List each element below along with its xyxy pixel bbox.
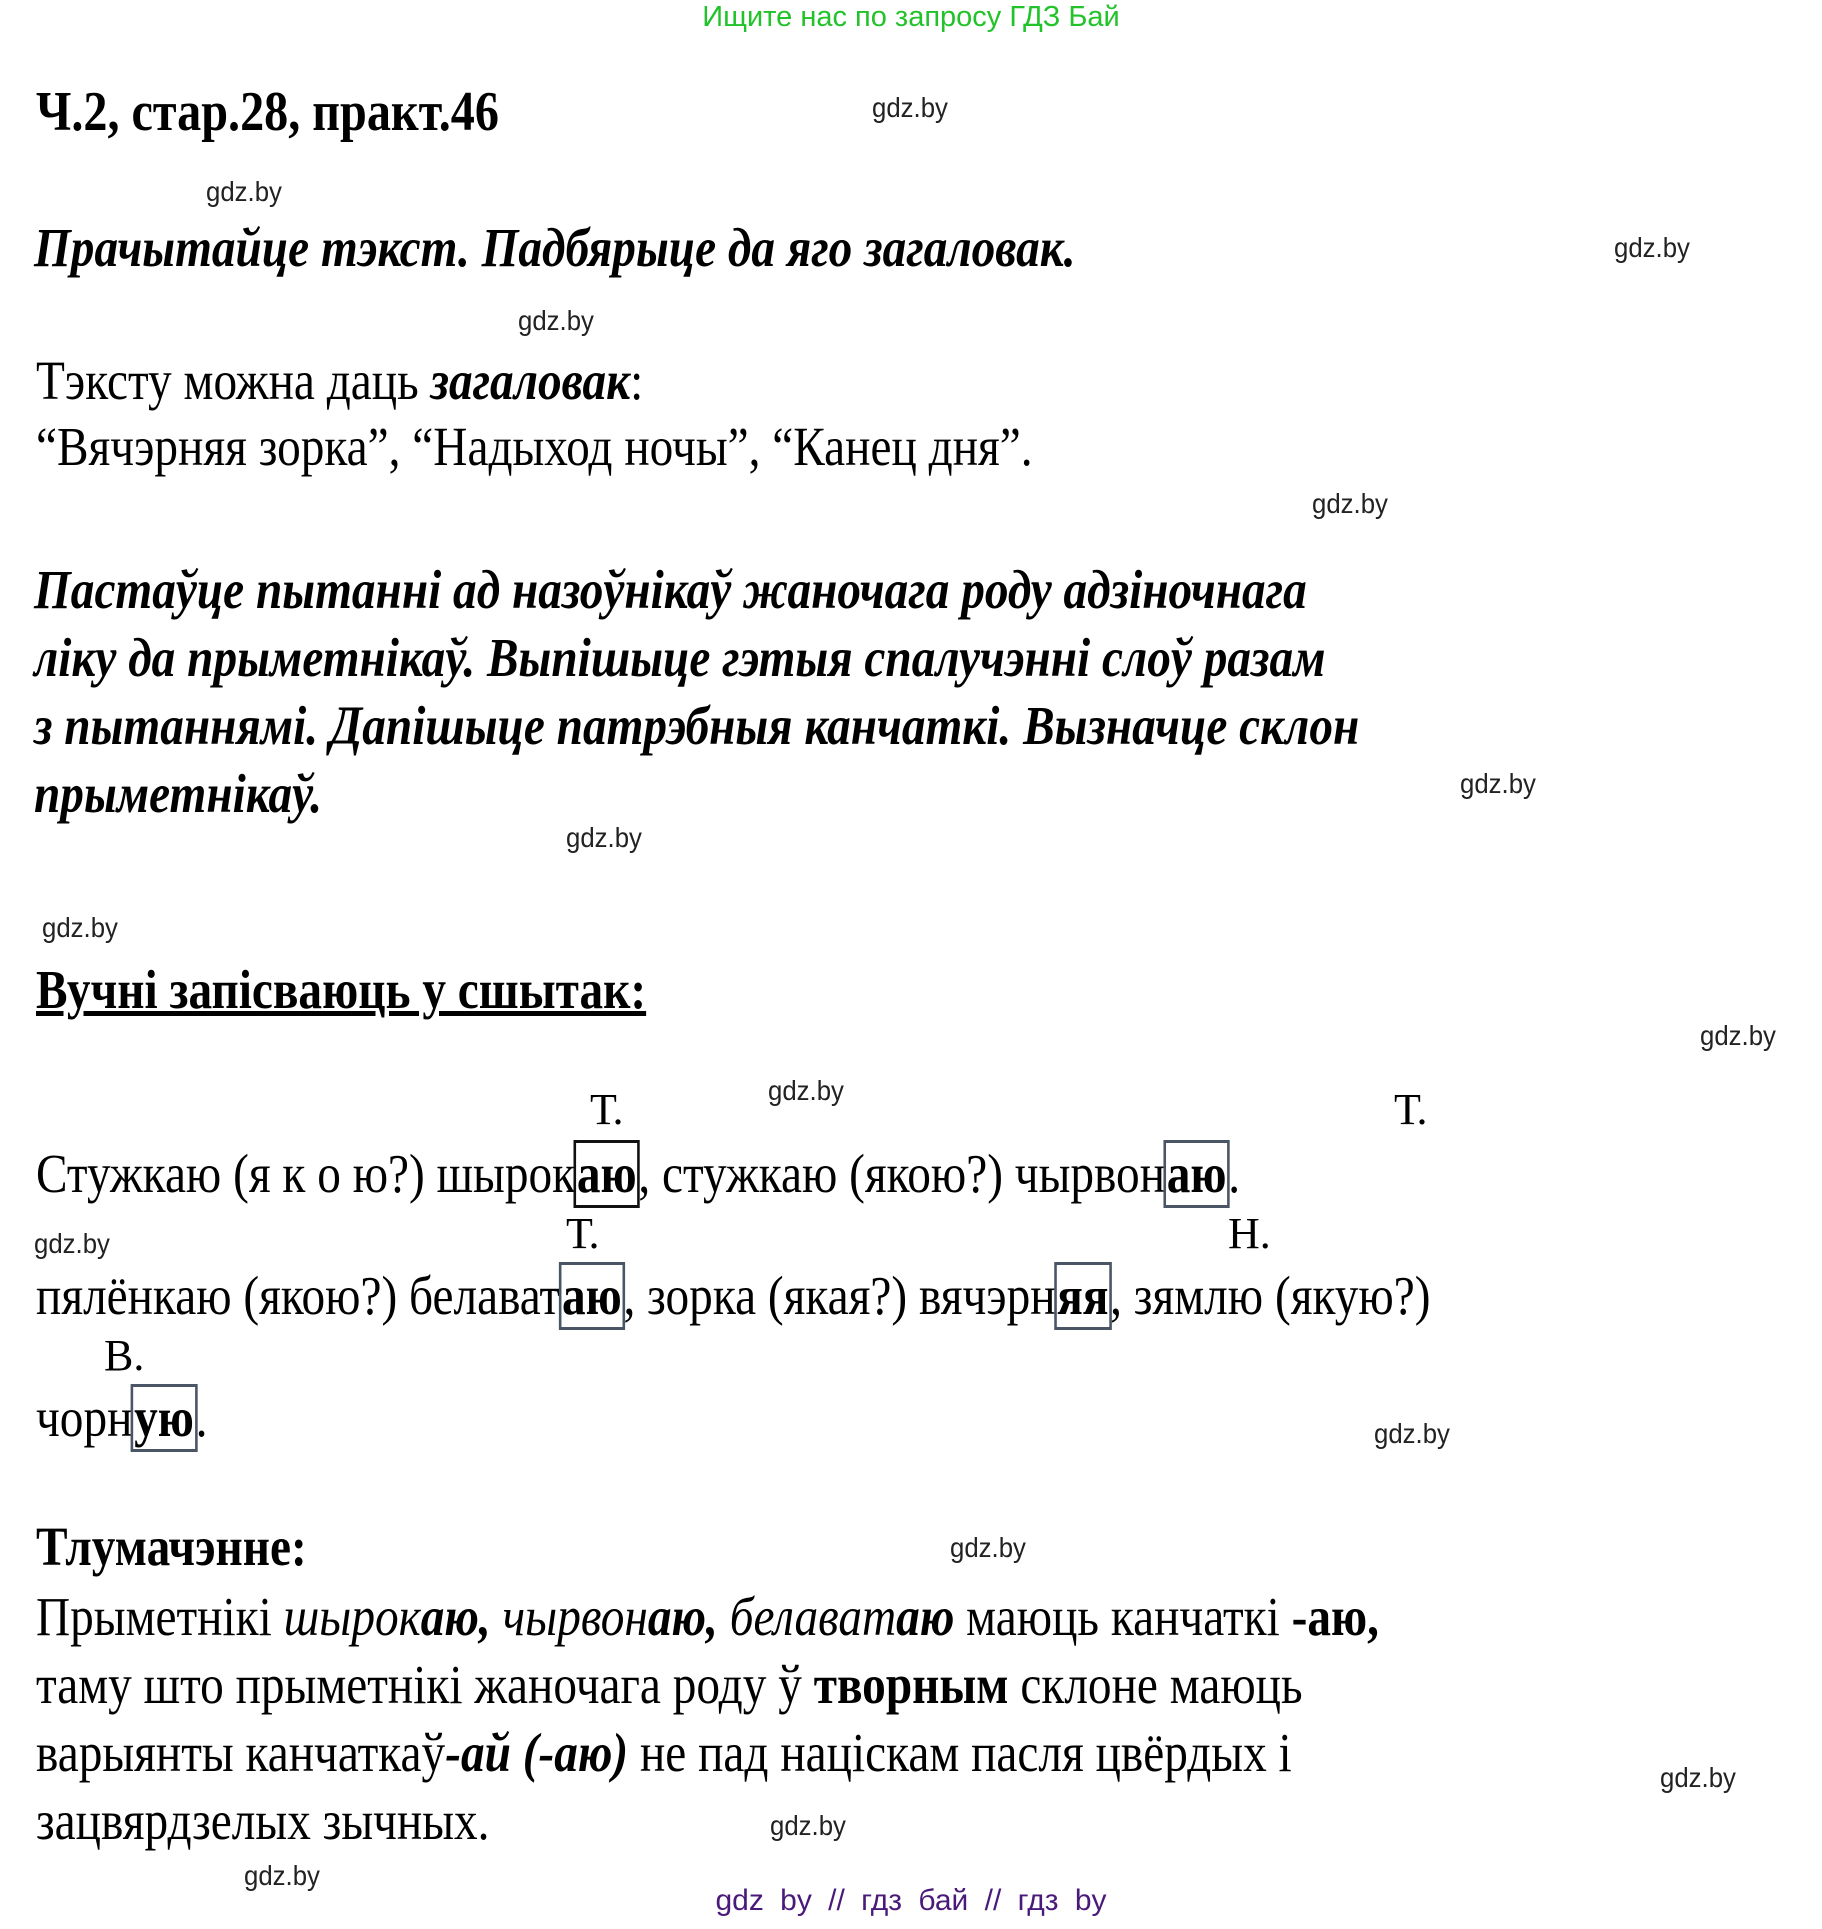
watermark: gdz.by: [872, 92, 948, 123]
text: маюць канчаткі: [954, 1586, 1292, 1647]
notebook-line: [36, 1262, 1431, 1330]
notebook-line: [36, 1140, 1240, 1208]
ending-box: аю: [1163, 1140, 1230, 1208]
watermark: gdz.by: [1374, 1418, 1450, 1449]
explanation-heading: Тлумачэнне:: [36, 1516, 307, 1577]
answer-colon: :: [630, 350, 644, 411]
answer-titles: “Вячэрняя зорка”, “Надыход ночы”, “Канец дня”.: [36, 416, 1033, 477]
watermark: gdz.by: [34, 1228, 110, 1259]
watermark: gdz.by: [518, 305, 594, 336]
bold-ending: аю,: [420, 1586, 491, 1647]
phrase-text: зямлю (якую?): [1133, 1265, 1431, 1326]
explanation-line: [36, 1584, 1379, 1650]
watermark: gdz.by: [42, 912, 118, 943]
watermark: gdz.by: [1460, 768, 1536, 799]
footer-links[interactable]: gdz by // гдз бай // гдз by: [715, 1884, 1107, 1917]
text: склоне маюць: [1008, 1654, 1303, 1715]
watermark: gdz.by: [1700, 1020, 1776, 1051]
italic-word: белават: [717, 1586, 897, 1647]
punctuation: ,: [1110, 1265, 1134, 1326]
text: Прыметнікі: [36, 1586, 284, 1647]
ending-box: аю: [573, 1140, 640, 1208]
text: варыянты канчаткаў: [36, 1722, 446, 1783]
punctuation: ,: [638, 1143, 662, 1204]
notebook-heading: Вучні запісваюць у сшытак:: [36, 959, 647, 1020]
punctuation: .: [1228, 1143, 1241, 1204]
bold-ending: аю,: [647, 1586, 718, 1647]
ending-box: аю: [559, 1262, 626, 1330]
italic-word: шырок: [283, 1586, 421, 1647]
page-title: Ч.2, стар.28, практ.46: [36, 81, 499, 143]
phrase-text: пялёнкаю (якою?) белават: [36, 1265, 561, 1326]
text: таму што прыметнікі жаночага роду ў: [36, 1654, 814, 1715]
task-instruction-1: Прачытайце тэкст. Падбярыце да яго загаловак.: [34, 217, 1076, 278]
watermark: gdz.by: [950, 1532, 1026, 1563]
task-instruction-2-line: з пытаннямі. Дапішыце патрэбныя канчаткі. Вызначце склон: [34, 695, 1360, 756]
notebook-line: [36, 1384, 207, 1452]
case-label: Т.: [566, 1209, 600, 1258]
case-label: Н.: [1228, 1209, 1271, 1258]
watermark: gdz.by: [770, 1810, 846, 1841]
watermark: gdz.by: [244, 1860, 320, 1891]
watermark: gdz.by: [206, 176, 282, 207]
bold-ending: -аю,: [1291, 1586, 1379, 1647]
task-instruction-2-line: Пастаўце пытанні ад назоўнікаў жаночага роду адзіночнага: [34, 559, 1307, 620]
bold-ending: аю: [896, 1586, 955, 1647]
phrase-text: чорн: [36, 1387, 133, 1448]
ending-box: ую: [131, 1384, 198, 1452]
case-label: Т.: [1394, 1085, 1428, 1134]
case-label: Т.: [590, 1085, 624, 1134]
answer-emphasis: загаловак: [430, 350, 631, 411]
text: не пад націскам пасля цвёрдых і: [628, 1722, 1292, 1783]
watermark: gdz.by: [1614, 232, 1690, 263]
task-instruction-2-line: ліку да прыметнікаў. Выпішыце гэтыя спалучэнні слоў разам: [34, 627, 1326, 688]
case-label: В.: [104, 1331, 145, 1380]
bold-ending: -ай (-аю): [445, 1722, 629, 1783]
task-instruction-2-line: прыметнікаў.: [34, 763, 323, 824]
phrase-text: Стужкаю (я к о ю?) шырок: [36, 1143, 576, 1204]
watermark: gdz.by: [768, 1075, 844, 1106]
phrase-text: зорка (якая?) вячэрн: [647, 1265, 1056, 1326]
punctuation: ,: [623, 1265, 648, 1326]
ending-box: яя: [1054, 1262, 1112, 1330]
watermark: gdz.by: [566, 822, 642, 853]
explanation-line: зацвярдзелых зычных.: [36, 1790, 490, 1851]
explanation-line: [36, 1652, 1303, 1718]
phrase-text: стужкаю (якою?) чырвон: [661, 1143, 1166, 1204]
explanation-line: [36, 1720, 1292, 1786]
watermark: gdz.by: [1312, 488, 1388, 519]
bold-term: творным: [813, 1654, 1009, 1715]
italic-word: чырвон: [490, 1586, 648, 1647]
answer-line: [36, 348, 643, 414]
watermark: gdz.by: [1660, 1762, 1736, 1793]
punctuation: .: [195, 1387, 208, 1448]
answer-text: Тэксту можна даць: [36, 350, 431, 411]
search-banner[interactable]: Ищите нас по запросу ГДЗ Бай: [702, 1, 1120, 33]
